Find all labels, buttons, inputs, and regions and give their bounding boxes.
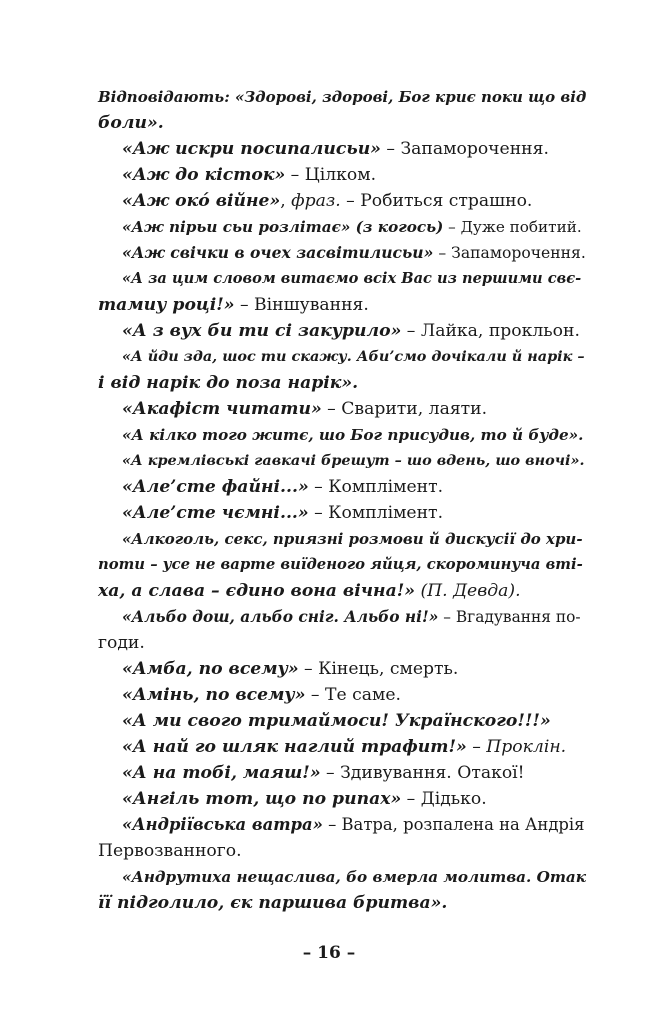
- definition-text: – Ватра, розпалена на Андрія: [322, 815, 585, 834]
- headword-phrase: «Андрутиха нещаслива, бо вмерла молитва. Отак: [122, 868, 587, 886]
- text-line: [98, 708, 586, 734]
- definition-text: Первозванного.: [98, 841, 242, 861]
- headword-phrase: її підголило, єк паршива бритва».: [98, 893, 448, 913]
- headword-phrase: «А кремлівські гавкачі брешут – шо вдень, шо вночі».: [122, 452, 585, 469]
- text-line: [98, 136, 586, 162]
- headword-phrase: «Амба, по всему»: [122, 659, 299, 679]
- headword-phrase: поти – усе не варте виїденого яйця, скороминуча вті-: [98, 556, 583, 573]
- headword-phrase: «Альбо дош, альбо сніг. Альбо ні!»: [122, 608, 439, 626]
- text-line: [98, 110, 586, 136]
- headword-phrase: «Акафіст читати»: [122, 399, 322, 419]
- definition-text: – Вгадування по-: [438, 608, 581, 626]
- definition-text: – Робиться страшно.: [340, 191, 533, 211]
- italic-note: (П. Девда).: [415, 581, 521, 601]
- text-line: [98, 344, 586, 370]
- text-line: [98, 292, 586, 318]
- text-line: [98, 734, 586, 760]
- definition-text: – Комплімент.: [308, 477, 444, 497]
- definition-text: – Віншування.: [234, 295, 369, 315]
- text-line: [98, 630, 586, 656]
- headword-phrase: «Але’сте чємні...»: [122, 503, 309, 523]
- headword-phrase: «Ангіль тот, що по рипах»: [122, 789, 402, 809]
- text-line: [98, 396, 586, 422]
- text-line: [98, 786, 586, 812]
- headword-phrase: «Алкоголь, секс, приязні розмови й дискусії до хри-: [122, 530, 583, 548]
- definition-text: – Кінець, смерть.: [298, 659, 459, 679]
- text-line: [98, 682, 586, 708]
- text-line: [98, 266, 586, 292]
- text-line: [98, 474, 586, 500]
- text-line: [98, 84, 586, 110]
- headword-phrase: «А ми свого тримаймоси! Українского!!!»: [122, 711, 551, 731]
- text-line: [98, 448, 586, 474]
- page-number: – 16 –: [302, 943, 356, 963]
- text-line: [98, 578, 586, 604]
- text-line: [98, 370, 586, 396]
- headword-phrase: «А най го шляк наглий трафит!»: [122, 737, 467, 757]
- definition-text: – Те саме.: [305, 685, 401, 705]
- text-line: [98, 812, 586, 838]
- headword-phrase: ха, а слава – єдино вона вічна!»: [98, 581, 415, 601]
- headword-phrase: тамиу році!»: [98, 295, 235, 315]
- definition-text: – Цілком.: [285, 165, 377, 185]
- text-line: [98, 890, 586, 916]
- definition-text: – Дуже побитий.: [443, 218, 582, 236]
- headword-phrase: «А на тобі, маяш!»: [122, 763, 321, 783]
- headword-phrase: «Але’сте файні...»: [122, 477, 309, 497]
- text-line: [98, 760, 586, 786]
- headword-phrase: «Аж пірьи сьи розлітає» (з когось): [122, 218, 444, 236]
- text-line: [98, 318, 586, 344]
- text-line: [98, 864, 586, 890]
- italic-note: фраз.: [291, 191, 341, 211]
- page-body: [98, 84, 586, 916]
- headword-phrase: і від нарік до поза нарік».: [98, 373, 359, 393]
- headword-phrase: «Аж свічки в очех засвітилисьи»: [122, 243, 434, 262]
- definition-text: – Дідько.: [401, 789, 487, 809]
- text-line: [98, 838, 586, 864]
- text-line: [98, 604, 586, 630]
- text-line: [98, 422, 586, 448]
- headword-phrase: «А за цим словом витаємо всіх Вас из першими свє-: [122, 270, 582, 287]
- text-line: [98, 214, 586, 240]
- text-line: [98, 188, 586, 214]
- headword-phrase: «А з вух би ти сі закурило»: [122, 321, 402, 341]
- definition-text: – Здивування. Отакої!: [320, 763, 525, 783]
- definition-text: – Комплімент.: [308, 503, 444, 523]
- text-line: [98, 500, 586, 526]
- text-line: [98, 526, 586, 552]
- text-line: [98, 552, 586, 578]
- headword-phrase: «Аж искри посипалисьи»: [122, 139, 381, 159]
- headword-phrase: «Аж окó війне»: [122, 191, 281, 211]
- definition-text: – Запаморочення.: [433, 244, 586, 262]
- text-line: [98, 162, 586, 188]
- definition-text: ,: [280, 191, 292, 211]
- text-line: [98, 656, 586, 682]
- headword-phrase: «А йди зда, шос ти скажу. Аби’смо дочікали й нарік –: [122, 348, 585, 365]
- text-line: [98, 240, 586, 266]
- headword-phrase: боли».: [98, 113, 164, 133]
- headword-phrase: Відповідають: «Здорові, здорові, Бог криє поки що від: [98, 88, 587, 106]
- italic-note: – Проклін.: [466, 737, 567, 757]
- headword-phrase: «А кілко того житє, шо Бог присудив, то й буде».: [122, 426, 584, 444]
- headword-phrase: «Аж до кісток»: [122, 165, 286, 185]
- definition-text: – Лайка, прокльон.: [401, 321, 580, 341]
- definition-text: – Сварити, лаяти.: [321, 399, 488, 419]
- definition-text: – Запаморочення.: [380, 139, 549, 159]
- definition-text: годи.: [98, 633, 145, 653]
- headword-phrase: «Амінь, по всему»: [122, 685, 306, 705]
- headword-phrase: «Андріївська ватра»: [122, 815, 323, 834]
